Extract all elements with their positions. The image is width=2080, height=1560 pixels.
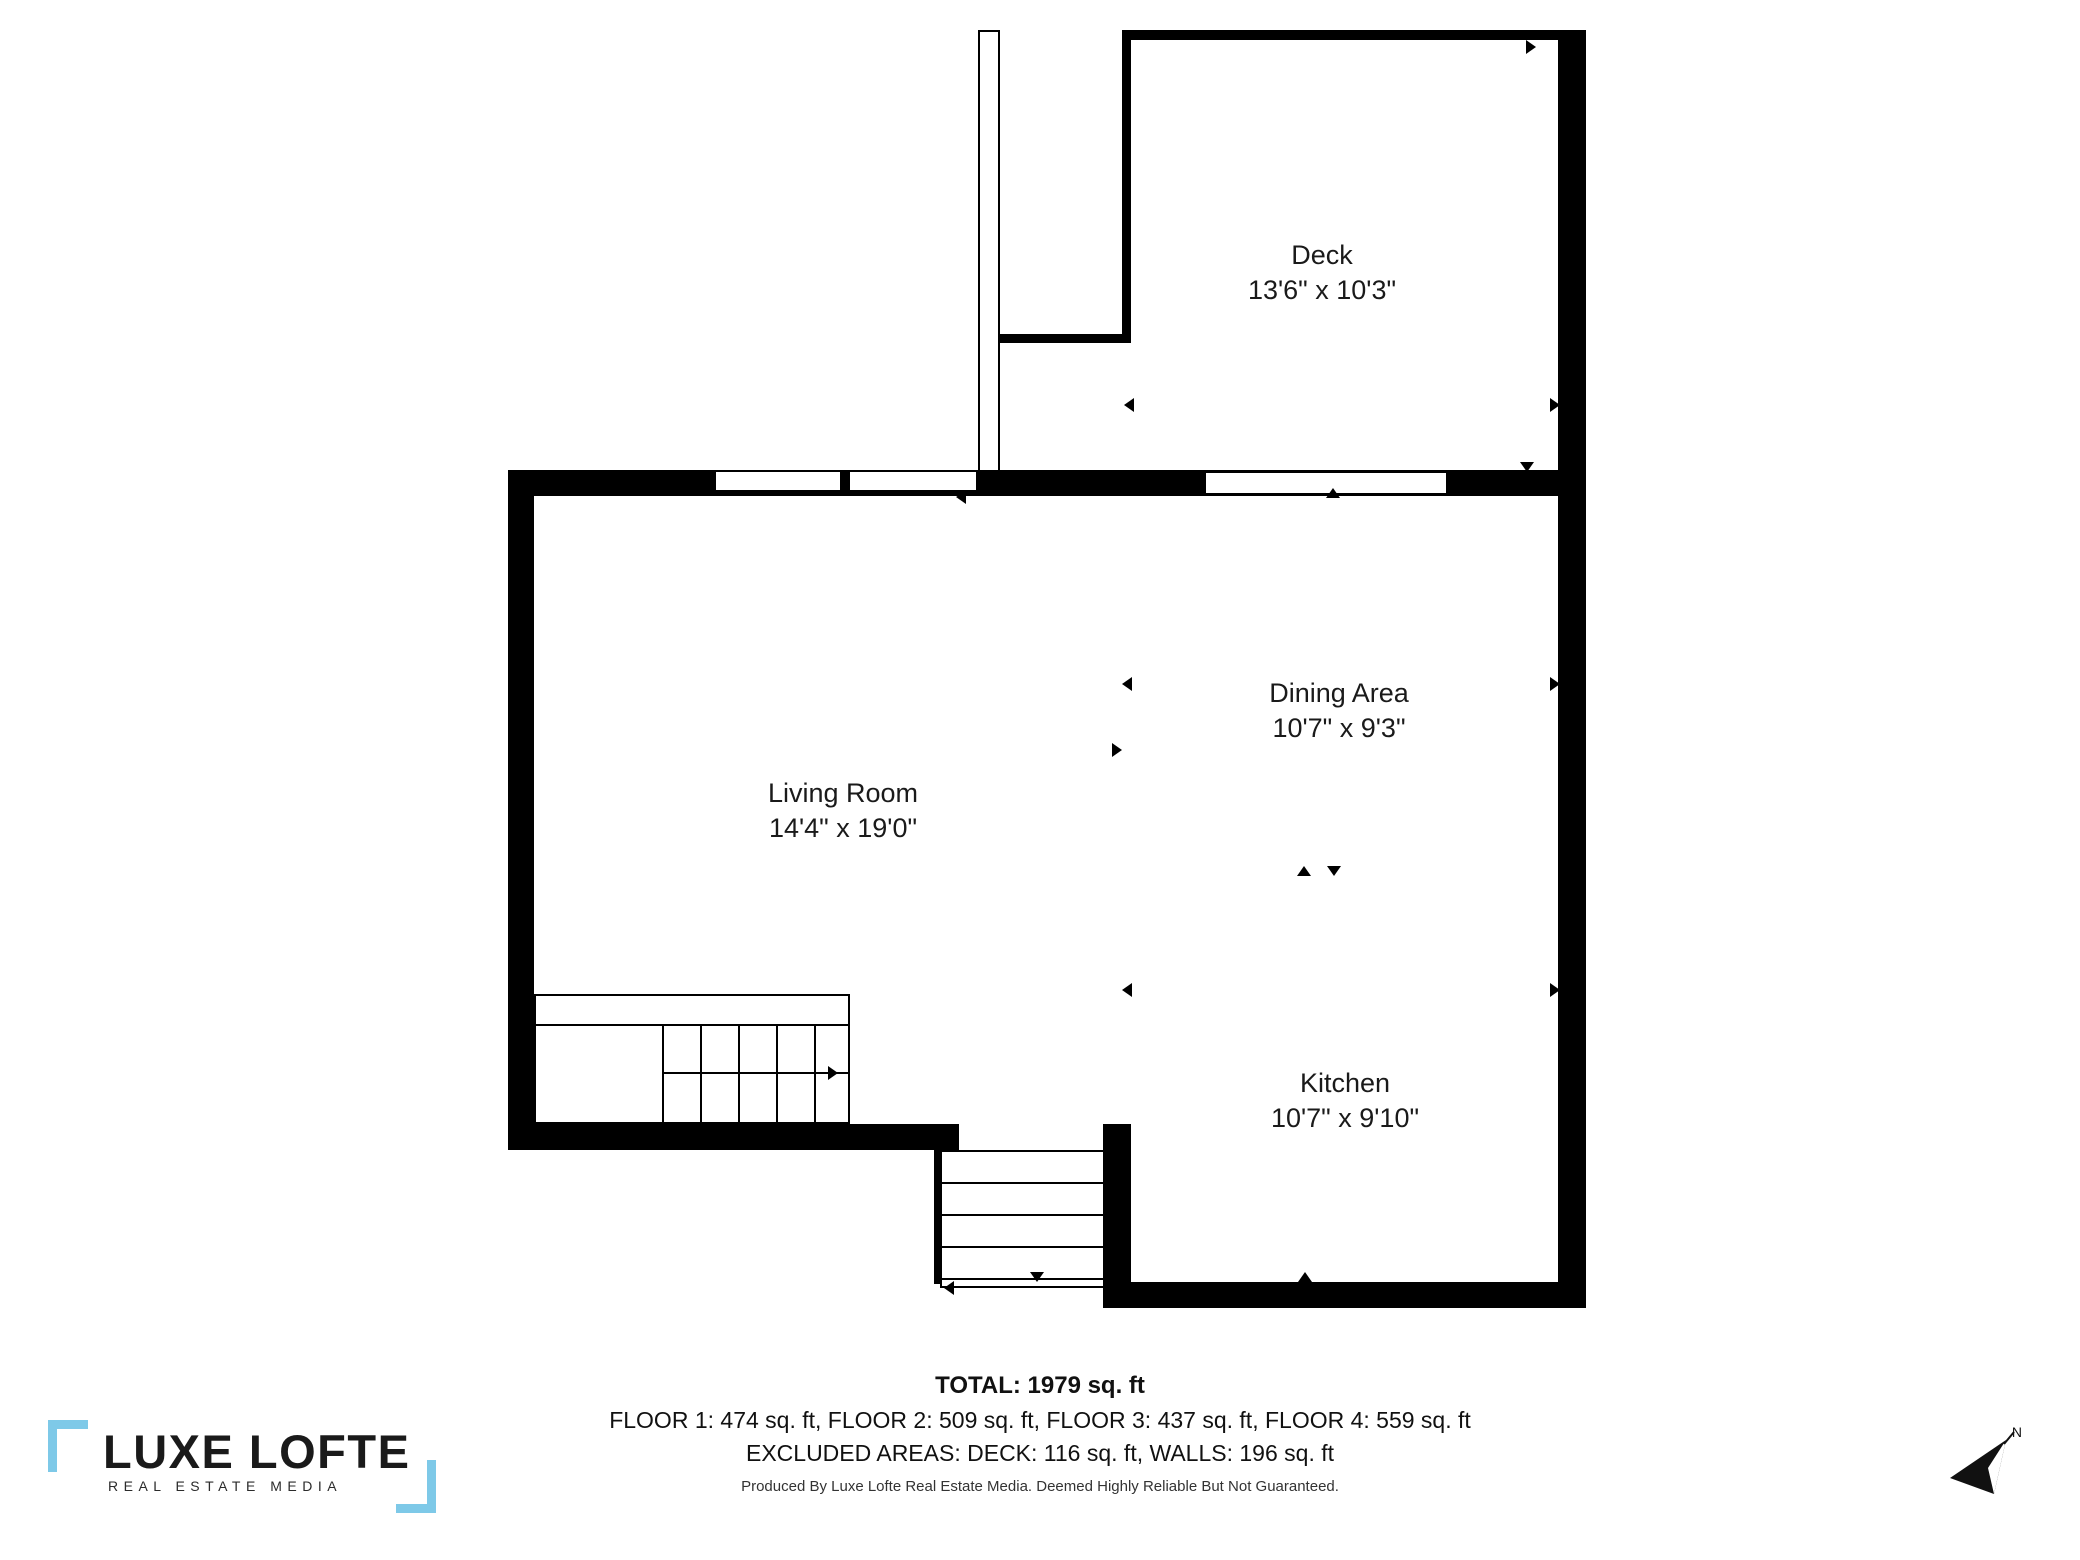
stair-mid-line — [662, 1072, 850, 1074]
marker-arrow-left — [1122, 677, 1132, 691]
marker-arrow-right — [1550, 398, 1560, 412]
stairs-door-arrow-icon — [944, 1281, 954, 1295]
total-area-text: TOTAL: 1979 sq. ft — [935, 1372, 1145, 1399]
excluded-areas-text: EXCLUDED AREAS: DECK: 116 sq. ft, WALLS: 196 sq. ft — [745, 1440, 1335, 1466]
logo-bracket-right — [427, 1460, 436, 1513]
room-dimensions: 13'6" x 10'3" — [1247, 274, 1397, 305]
marker-arrow-up — [1297, 866, 1311, 876]
stair-tread-line — [534, 1024, 850, 1026]
marker-arrow-right — [1550, 983, 1560, 997]
wall-house-bottom-left — [508, 1124, 959, 1150]
logo-tagline: REAL ESTATE MEDIA — [108, 1478, 343, 1494]
stair-tread-line — [814, 1024, 816, 1124]
marker-arrow-up — [1326, 488, 1340, 498]
marker-arrow-right — [1550, 677, 1560, 691]
room-name: Dining Area — [1269, 678, 1409, 708]
compass-north-label: N — [2011, 1424, 2022, 1440]
room-label-deck — [1248, 238, 1396, 307]
marker-arrow-left — [1122, 983, 1132, 997]
marker-arrow-right — [1112, 743, 1122, 757]
disclaimer-text: Produced By Luxe Lofte Real Estate Media. Deemed Highly Reliable But Not Guaranteed. — [741, 1478, 1339, 1495]
wall-house-left — [508, 470, 534, 1150]
room-dimensions: 14'4" x 19'0" — [768, 812, 918, 843]
room-label-dining-area — [1269, 676, 1409, 745]
wall-deck-top — [1122, 30, 1586, 40]
stairs-upper — [534, 994, 850, 1124]
marker-arrow-up — [1298, 1272, 1312, 1282]
room-name: Deck — [1291, 240, 1353, 270]
window-top-mid — [848, 470, 978, 492]
room-name: Kitchen — [1299, 1068, 1391, 1098]
wall-deck-lower-left-stub — [1000, 334, 1131, 343]
stairs-up-arrow-icon — [828, 1066, 838, 1080]
room-name: Living Room — [767, 778, 919, 808]
stair-tread-line — [940, 1246, 1105, 1248]
stair-tread-line — [738, 1024, 740, 1124]
logo — [48, 1420, 438, 1510]
wall-house-right — [1558, 470, 1586, 1308]
stair-tread-line — [940, 1214, 1105, 1216]
logo-wordmark: LUXE LOFTE — [103, 1425, 411, 1478]
room-dimensions: 10'7" x 9'3" — [1272, 712, 1406, 743]
stairs-down-arrow-icon — [1030, 1272, 1044, 1282]
marker-arrow-right — [1526, 40, 1536, 54]
window-top-left — [714, 470, 842, 492]
floor-breakdown-text: FLOOR 1: 474 sq. ft, FLOOR 2: 509 sq. ft, FLOOR 3: 437 sq. ft, FLOOR 4: 559 sq. ft — [609, 1407, 1471, 1433]
wall-exterior-right-upper — [1558, 30, 1586, 475]
marker-arrow-down — [1327, 866, 1341, 876]
stair-rail-line — [662, 1024, 664, 1124]
logo-bracket-left — [48, 1420, 57, 1472]
stair-tread-line — [940, 1182, 1105, 1184]
stair-tread-line — [700, 1024, 702, 1124]
wall-deck-left-inner — [1122, 30, 1131, 342]
wall-deck-entry-jamb — [978, 30, 1000, 492]
room-dimensions: 10'7" x 9'10" — [1270, 1102, 1420, 1133]
marker-arrow-down — [1520, 462, 1534, 472]
marker-arrow-left — [1124, 398, 1134, 412]
wall-house-bottom-right — [1103, 1282, 1586, 1308]
room-label-living-room — [768, 776, 918, 845]
stairs-lower — [940, 1150, 1105, 1288]
room-label-kitchen — [1271, 1066, 1419, 1135]
marker-arrow-left — [956, 490, 966, 504]
stair-tread-line — [776, 1024, 778, 1124]
stair-tread-line — [940, 1278, 1105, 1280]
compass — [1944, 1424, 2028, 1508]
